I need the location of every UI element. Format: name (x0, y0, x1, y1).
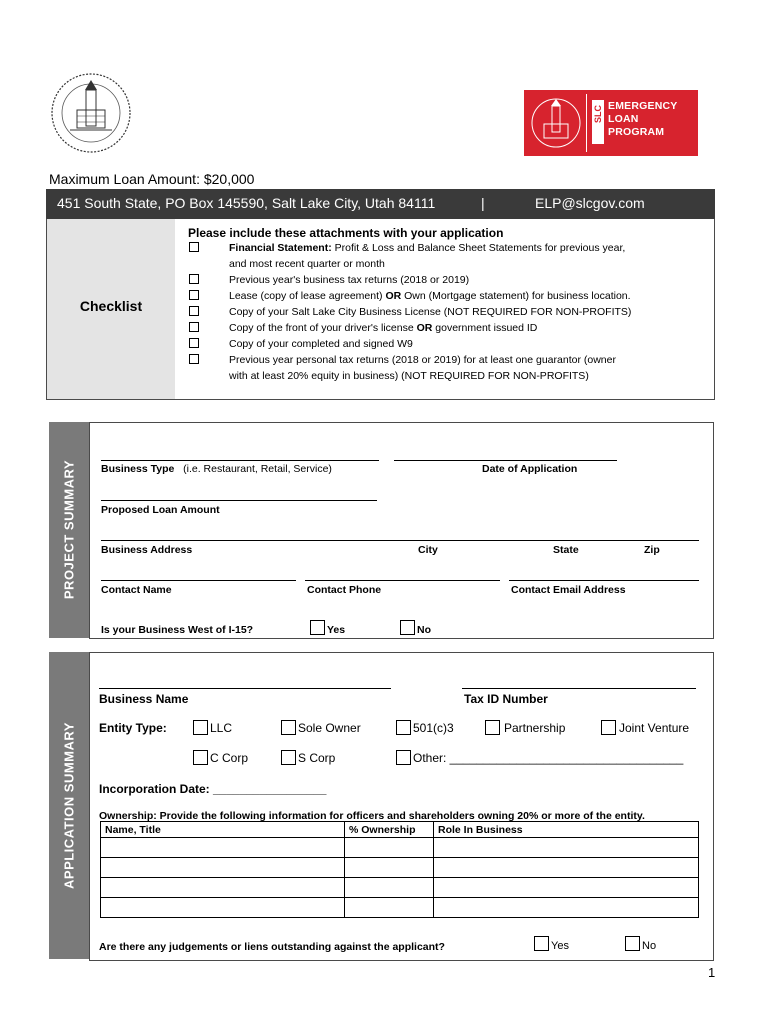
checklist-heading: Please include these attachments with your application (188, 226, 504, 240)
entity-type-label: Entity Type: (99, 721, 167, 735)
salt-lake-city-seal (50, 72, 132, 154)
checklist-checkbox[interactable] (189, 338, 199, 352)
date-of-application-label: Date of Application (482, 463, 578, 475)
checklist-label: Checklist (79, 298, 143, 314)
ownership-table (100, 821, 699, 918)
entity-joint-venture-checkbox[interactable] (601, 720, 616, 735)
ownership-table-header (101, 822, 699, 838)
tax-id-label: Tax ID Number (464, 692, 548, 706)
judgements-question: Are there any judgements or liens outstanding against the applicant? (99, 941, 445, 953)
west-yes-label: Yes (327, 624, 346, 636)
contact-email-field[interactable] (509, 580, 699, 581)
state-label: State (553, 544, 579, 556)
checklist-item-cont: and most recent quarter or month (229, 258, 385, 270)
emergency-loan-program-logo (524, 90, 698, 156)
project-summary-frame (89, 422, 714, 639)
checklist-item-personal-tax: Previous year personal tax returns (2018 or 2019) for at least one guarantor (owner (229, 354, 616, 366)
entity-joint-venture-label: Joint Venture (619, 721, 690, 735)
business-type-label: Business Type (i.e. Restaurant, Retail, Service) (101, 463, 332, 475)
entity-llc-checkbox[interactable] (193, 720, 208, 735)
entity-llc-label: LLC (210, 721, 233, 735)
checklist-checkbox[interactable] (189, 242, 199, 256)
tax-id-field[interactable] (462, 688, 696, 689)
entity-c-corp-label: C Corp (210, 751, 249, 765)
ownership-note: Ownership: Provide the following information for officers and shareholders owning 20% or more of the entity. (99, 810, 645, 822)
business-name-label: Business Name (99, 692, 189, 706)
checklist-item-id: Copy of the front of your driver's license OR government issued ID (229, 322, 538, 334)
entity-501c3-checkbox[interactable] (396, 720, 411, 735)
entity-other-checkbox[interactable] (396, 750, 411, 765)
contact-email-link[interactable]: ELP@slcgov.com (535, 195, 645, 211)
checklist-checkbox[interactable] (189, 290, 199, 304)
business-address-label: Business Address (101, 544, 193, 556)
entity-sole-owner-checkbox[interactable] (281, 720, 296, 735)
checklist-item-financial-statement: Financial Statement: Profit & Loss and Balance Sheet Statements for previous year, (229, 242, 626, 254)
table-row[interactable] (101, 878, 699, 898)
city-building-icon (530, 96, 582, 150)
entity-partnership-label: Partnership (504, 721, 566, 735)
judgements-yes-checkbox[interactable] (534, 936, 549, 951)
checklist-checkbox[interactable] (189, 306, 199, 320)
mailing-address: 451 South State, PO Box 145590, Salt Lake City, Utah 84111 (57, 195, 436, 211)
contact-email-label: Contact Email Address (511, 584, 626, 596)
contact-name-label: Contact Name (101, 584, 172, 596)
judgements-no-label: No (642, 940, 657, 952)
business-name-field[interactable] (99, 688, 391, 689)
checklist-checkbox[interactable] (189, 274, 199, 288)
west-no-checkbox[interactable] (400, 620, 415, 635)
west-yes-checkbox[interactable] (310, 620, 325, 635)
checklist-item-w9: Copy of your completed and signed W9 (229, 338, 413, 350)
max-loan-amount: Maximum Loan Amount: $20,000 (49, 171, 255, 187)
checklist-checkbox[interactable] (189, 354, 199, 368)
col-role: Role In Business (434, 822, 699, 838)
proposed-loan-amount-field[interactable] (101, 500, 377, 501)
entity-s-corp-checkbox[interactable] (281, 750, 296, 765)
judgements-no-checkbox[interactable] (625, 936, 640, 951)
proposed-loan-amount-label: Proposed Loan Amount (101, 504, 220, 516)
application-summary-title: APPLICATION SUMMARY (61, 722, 77, 889)
contact-phone-field[interactable] (305, 580, 500, 581)
slc-badge: SLC (593, 105, 603, 123)
logo-text: EMERGENCY LOAN PROGRAM (608, 100, 678, 138)
checklist-item-lease: Lease (copy of lease agreement) OR Own (Mortgage statement) for business location. (229, 290, 631, 302)
entity-501c3-label: 501(c)3 (413, 721, 454, 735)
entity-partnership-checkbox[interactable] (485, 720, 500, 735)
contact-phone-label: Contact Phone (307, 584, 382, 596)
entity-s-corp-label: S Corp (298, 751, 336, 765)
project-summary-title: PROJECT SUMMARY (61, 459, 77, 600)
checklist-checkbox[interactable] (189, 322, 199, 336)
checklist-item-tax-returns: Previous year's business tax returns (2018 or 2019) (229, 274, 470, 286)
checklist-item-cont: with at least 20% equity in business) (NOT REQUIRED FOR NON-PROFITS) (229, 370, 589, 382)
business-type-field[interactable] (101, 460, 379, 461)
entity-sole-owner-label: Sole Owner (298, 721, 361, 735)
col-name-title: Name, Title (101, 822, 345, 838)
contact-name-field[interactable] (101, 580, 296, 581)
business-address-field[interactable] (101, 540, 699, 541)
separator: | (481, 195, 485, 211)
city-label: City (418, 544, 438, 556)
entity-c-corp-checkbox[interactable] (193, 750, 208, 765)
table-row[interactable] (101, 858, 699, 878)
page-number: 1 (708, 965, 716, 980)
judgements-yes-label: Yes (551, 940, 569, 952)
address-bar (46, 189, 715, 219)
west-no-label: No (417, 624, 431, 636)
west-of-i15-question: Is your Business West of I-15? (101, 624, 254, 636)
incorporation-date-label: Incorporation Date: _________________ (99, 782, 327, 796)
col-ownership: % Ownership (345, 822, 434, 838)
date-of-application-field[interactable] (394, 460, 617, 461)
table-row[interactable] (101, 838, 699, 858)
table-row[interactable] (101, 898, 699, 918)
entity-other-label: Other: ___________________________________ (413, 751, 684, 765)
checklist-item-license: Copy of your Salt Lake City Business License (NOT REQUIRED FOR NON-PROFITS) (229, 306, 632, 318)
zip-label: Zip (644, 544, 660, 556)
